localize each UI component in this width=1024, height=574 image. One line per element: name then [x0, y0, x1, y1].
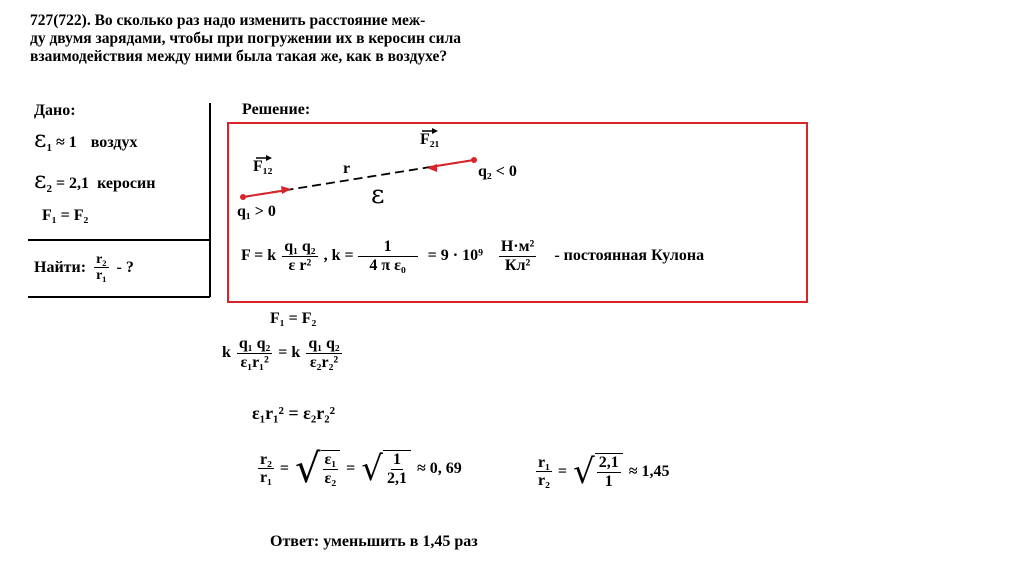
answer: Ответ: уменьшить в 1,45 раз [270, 533, 478, 550]
step2-fraction-left [237, 335, 272, 372]
charge-q2-dot [471, 157, 477, 163]
given-eps1-medium: воздух [90, 134, 138, 151]
sqrt-eps-num: ε₁ [324, 451, 337, 468]
unit-numerator: Н·м² [500, 238, 535, 255]
sqrt-eps-fraction [321, 450, 341, 488]
sqrt-inverse-den: 1 [604, 472, 613, 490]
k-numerator: 1 [358, 238, 418, 257]
step2-den-left: ε₁r₁² [240, 353, 269, 371]
sqrt-icon: √ [573, 452, 595, 492]
ratio-r1: r₁ [260, 469, 272, 487]
given-eps1-value: ≈ 1 [55, 134, 77, 151]
find-suffix: - ? [116, 259, 134, 277]
ratio-r1-num: r₁ [538, 453, 550, 471]
step-force-expansion [222, 335, 342, 372]
force-f12-vector [243, 190, 288, 197]
find-numerator: r₂ [96, 252, 107, 267]
q2-label: q₂ < 0 [478, 163, 517, 180]
epsilon-symbol: ε [34, 125, 47, 153]
sqrt-numeric-fraction [383, 450, 411, 488]
unit-denominator: Кл² [504, 256, 531, 274]
unit-fraction [499, 238, 536, 275]
formula-fraction [282, 238, 317, 275]
step2-den-right: ε₂r₂² [309, 353, 339, 371]
epsilon-symbol: ε [34, 166, 47, 194]
solution-header: Решение: [242, 101, 311, 118]
ratio-r2-den: r₂ [538, 472, 550, 490]
sqrt-inverse-fraction [595, 453, 623, 491]
problem-line-2: ду двумя зарядами, чтобы при погружении их в керосин сила [30, 30, 462, 47]
find-label: Найти: [34, 259, 87, 277]
f21-label: F₂₁ [420, 131, 440, 148]
problem-line-1: 727(722). Во сколько раз надо изменить расстояние меж- [30, 12, 426, 29]
step-ratio-r2-r1 [258, 446, 462, 492]
ratio-r1-r2 [536, 454, 552, 491]
step4-equals-2: = [346, 460, 356, 477]
given-eps2-value: = 2,1 [55, 175, 90, 192]
step4-result: ≈ 0, 69 [416, 460, 462, 477]
step2-equals-k: = k [278, 344, 301, 362]
k-value: = 9 · 10⁹ [427, 247, 483, 265]
step2-fraction-right [306, 335, 341, 372]
ratio-r2-r1 [258, 451, 274, 488]
step2-k-left: k [222, 344, 231, 362]
coulomb-note: - постоянная Кулона [554, 247, 705, 265]
ratio-r2: r₂ [260, 450, 272, 468]
formula-lead: F = k [241, 247, 277, 265]
sqrt-eps-den: ε₂ [324, 469, 337, 487]
sqrt-eps-ratio [295, 446, 340, 492]
force-f21-arrowhead [427, 164, 437, 172]
sqrt-icon: √ [361, 449, 383, 489]
sqrt-numeric-num: 1 [392, 451, 401, 468]
k-denominator: 4 π ε₀ [369, 256, 406, 274]
sqrt-icon: √ [295, 446, 321, 492]
step4-equals: = [279, 460, 290, 477]
given-eps1-row: $\varepsilon_1 \approx 1$ воздух [34, 125, 138, 155]
medium-epsilon: ε [371, 180, 385, 210]
find-denominator: r₁ [96, 268, 107, 284]
k-fraction [360, 238, 416, 275]
given-header: Дано: [34, 102, 76, 119]
given-eps2-row: $\varepsilon_2 = 2,1$ керосин [34, 166, 156, 196]
formula-denominator: ε r² [288, 256, 312, 274]
charge-q1-dot [240, 194, 246, 200]
coulomb-formula [241, 238, 704, 275]
distance-label: r [343, 160, 351, 177]
step-eps-r-equality: ε₁r₁² = ε₂r₂² [252, 403, 335, 423]
sqrt-numeric-ratio [361, 449, 411, 489]
step-ratio-r1-r2 [536, 452, 669, 492]
step2-num-left: q₁ q₂ [238, 335, 271, 352]
f12-label: F₁₂ [253, 158, 273, 175]
problem-line-3: взаимодействия между ними была такая же, как в воздухе? [30, 48, 448, 65]
q1-label: q₁ > 0 [237, 203, 276, 220]
formula-numerator: q₁ q₂ [284, 238, 316, 255]
step5-equals: = [557, 463, 568, 480]
step-force-equality: F₁ = F₂ [270, 310, 317, 327]
sqrt-ratio-inverse [573, 452, 623, 492]
given-eps2-medium: керосин [97, 175, 156, 192]
sqrt-numeric-den: 2,1 [386, 469, 407, 487]
given-force-equality: F₁ = F₂ [42, 207, 89, 224]
step5-result: ≈ 1,45 [628, 463, 670, 480]
sqrt-inverse-num: 2,1 [598, 454, 619, 471]
step2-num-right: q₁ q₂ [308, 335, 340, 352]
k-equals: , k = [323, 247, 354, 265]
